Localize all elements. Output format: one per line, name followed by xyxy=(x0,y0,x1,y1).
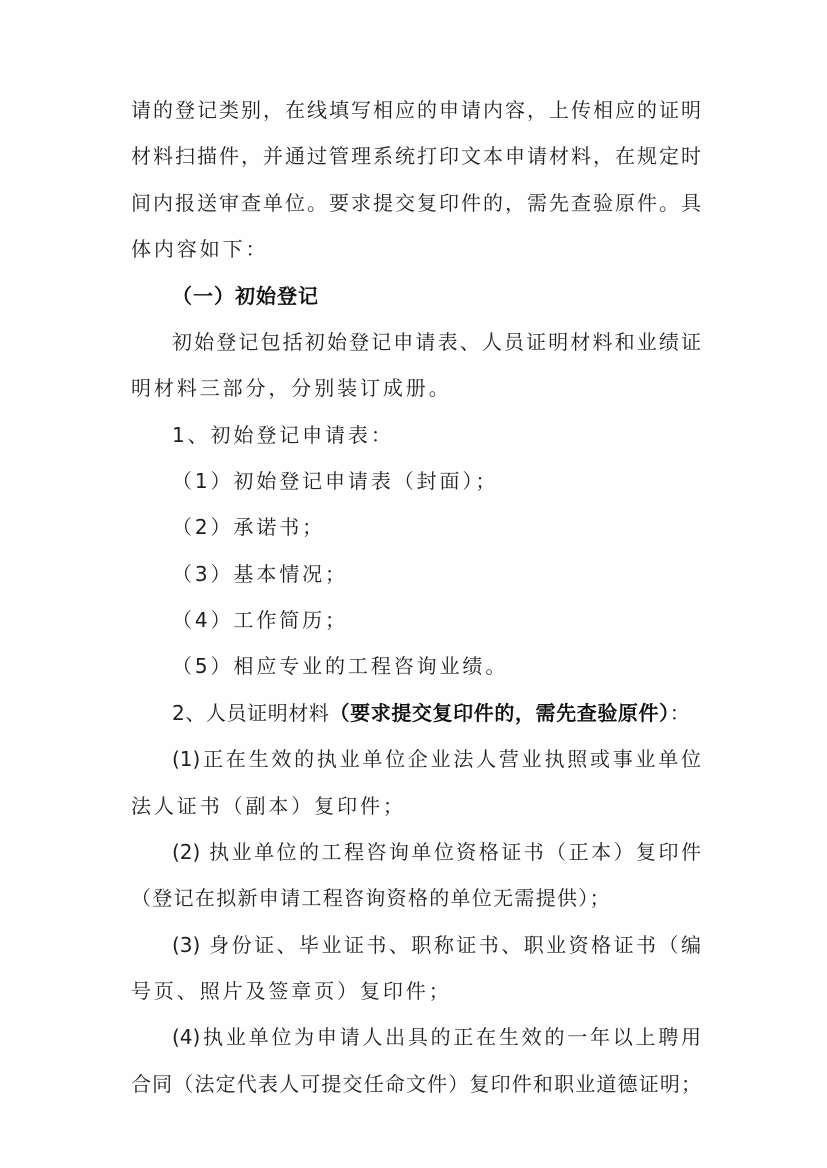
item1-subitem-1: （1）初始登记申请表（封面）； xyxy=(172,469,499,493)
body-line-3: 间内报送审查单位。要求提交复印件的，需先查验原件。具 xyxy=(131,191,701,215)
item2-line-1: (1)正在生效的执业单位企业法人营业执照或事业单位 xyxy=(172,747,701,771)
item2-line-7: (4)执业单位为申请人出具的正在生效的一年以上聘用 xyxy=(172,1025,701,1049)
item2-line-3: (2) 执业单位的工程咨询单位资格证书（正本）复印件 xyxy=(172,840,701,864)
body-line-2: 材料扫描件，并通过管理系统打印文本申请材料，在规定时 xyxy=(131,144,701,168)
item2-title-prefix: 2、人员证明材料 xyxy=(172,701,330,725)
item2-line-2: 法人证书（副本）复印件； xyxy=(131,794,406,818)
intro-line-2: 明材料三部分，分别装订成册。 xyxy=(131,376,452,400)
item1-subitem-3: （3）基本情况； xyxy=(172,562,348,586)
item1-title: 1、初始登记申请表： xyxy=(172,423,394,447)
item2-line-5: (3) 身份证、毕业证书、职称证书、职业资格证书（编 xyxy=(172,933,701,957)
item2-title-suffix: ： xyxy=(669,701,691,725)
item1-subitem-5: （5）相应专业的工程咨询业绩。 xyxy=(172,654,509,678)
item1-subitem-2: （2）承诺书； xyxy=(172,515,326,539)
item1-subitem-4: （4）工作简历； xyxy=(172,608,348,632)
item2-line-4: （登记在拟新申请工程咨询资格的单位无需提供）； xyxy=(131,886,611,910)
item2-title xyxy=(172,698,690,728)
intro-line-1: 初始登记包括初始登记申请表、人员证明材料和业绩证 xyxy=(172,330,701,354)
item2-line-6: 号页、照片及签章页）复印件； xyxy=(131,979,452,1003)
item2-title-emphasis: （要求提交复印件的，需先查验原件） xyxy=(329,701,670,725)
item2-line-8: 合同（法定代表人可提交任命文件）复印件和职业道德证明； xyxy=(131,1072,701,1096)
body-line-1: 请的登记类别，在线填写相应的申请内容，上传相应的证明 xyxy=(131,98,701,122)
body-line-4: 体内容如下： xyxy=(131,237,269,261)
section-heading: （一）初始登记 xyxy=(172,284,319,308)
